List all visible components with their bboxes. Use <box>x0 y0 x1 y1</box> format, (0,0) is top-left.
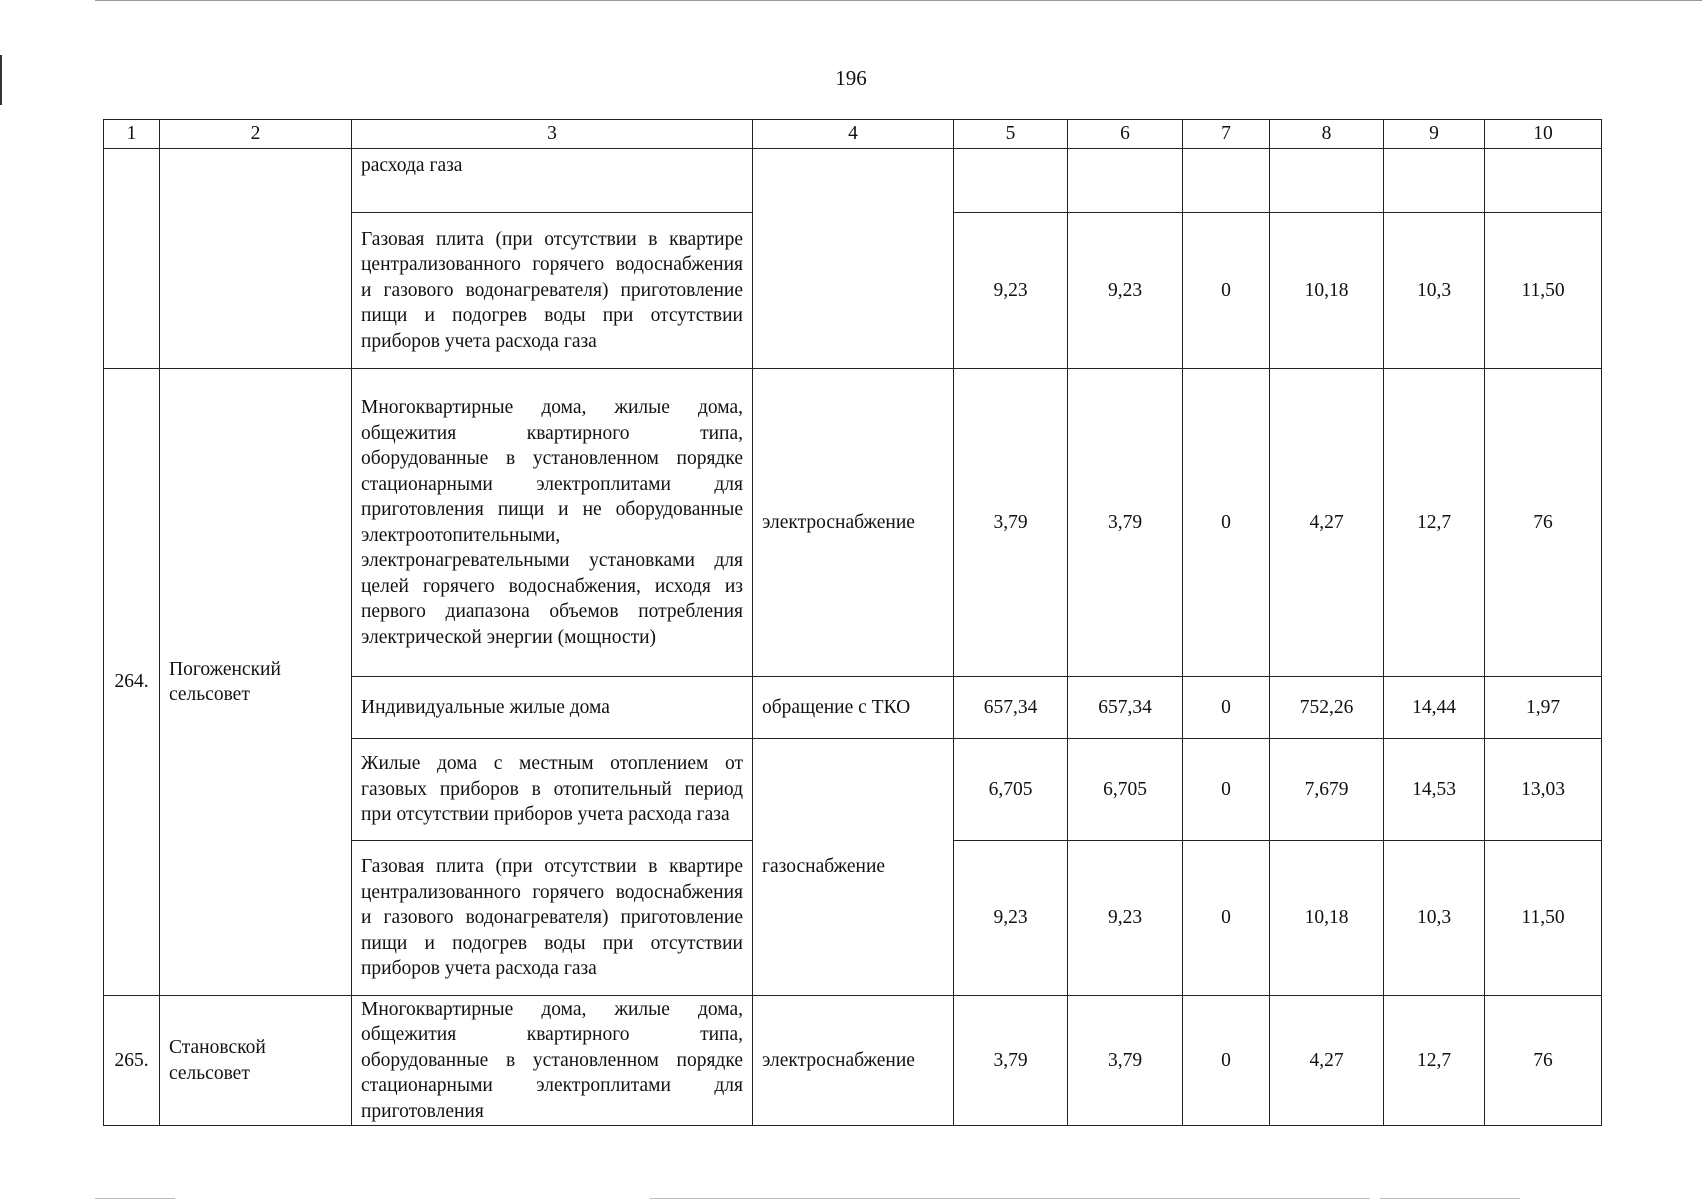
cell-value: 14,53 <box>1384 739 1485 841</box>
cell-value: 10,3 <box>1384 841 1485 996</box>
cell-value: 9,23 <box>1068 213 1183 369</box>
cell-value: 6,705 <box>954 739 1068 841</box>
cell-value: 76 <box>1485 996 1602 1126</box>
cell-value: 752,26 <box>1270 677 1384 739</box>
header-cell: 5 <box>954 120 1068 149</box>
header-cell: 6 <box>1068 120 1183 149</box>
cell-value: 10,18 <box>1270 841 1384 996</box>
cell-utility-empty <box>753 149 954 369</box>
cell-value: 9,23 <box>954 213 1068 369</box>
cell-value: 3,79 <box>1068 996 1183 1126</box>
cell-row-number: 264. <box>104 369 160 996</box>
cell-value: 7,679 <box>1270 739 1384 841</box>
header-cell: 9 <box>1384 120 1485 149</box>
cell-description: Газовая плита (при отсутствии в квартире централизованного горячего водоснабжения и газового водонагревателя) приготовление пищи и подогрев воды при отсутствии приборов учета расхода газа <box>352 841 753 996</box>
header-cell: 2 <box>160 120 352 149</box>
cell-number-empty <box>104 149 160 369</box>
cell-value: 11,50 <box>1485 213 1602 369</box>
cell-value: 1,97 <box>1485 677 1602 739</box>
cell-value: 0 <box>1183 213 1270 369</box>
header-cell: 3 <box>352 120 753 149</box>
cell-value: 3,79 <box>954 369 1068 677</box>
cell-value: 12,7 <box>1384 369 1485 677</box>
scan-artifact <box>1380 1198 1520 1199</box>
cell-value: 11,50 <box>1485 841 1602 996</box>
cell-value: 3,79 <box>1068 369 1183 677</box>
cell-value: 10,18 <box>1270 213 1384 369</box>
cell-value: 3,79 <box>954 996 1068 1126</box>
header-cell: 8 <box>1270 120 1384 149</box>
cell-value <box>1270 149 1384 213</box>
cell-value: 10,3 <box>1384 213 1485 369</box>
header-cell: 7 <box>1183 120 1270 149</box>
cell-settlement-name: Становской сельсовет <box>160 996 352 1126</box>
scan-artifact <box>95 1198 175 1199</box>
cell-utility: электроснабжение <box>753 996 954 1126</box>
cell-settlement-empty <box>160 149 352 369</box>
table-row <box>104 149 1602 213</box>
cell-value: 4,27 <box>1270 369 1384 677</box>
cell-description: расхода газа <box>352 149 753 213</box>
cell-value <box>1384 149 1485 213</box>
cell-value: 657,34 <box>1068 677 1183 739</box>
tariff-table <box>103 119 1602 1126</box>
cell-value <box>1485 149 1602 213</box>
cell-value: 9,23 <box>954 841 1068 996</box>
page-number: 196 <box>835 66 867 90</box>
cell-value: 12,7 <box>1384 996 1485 1126</box>
cell-row-number: 265. <box>104 996 160 1126</box>
cell-value: 657,34 <box>954 677 1068 739</box>
cell-value <box>1183 149 1270 213</box>
cell-description: Газовая плита (при отсутствии в квартире централизованного горячего водоснабжения и газового водонагревателя) приготовление пищи и подогрев воды при отсутствии приборов учета расхода газа <box>352 213 753 369</box>
cell-value: 13,03 <box>1485 739 1602 841</box>
cell-value: 14,44 <box>1384 677 1485 739</box>
cell-utility: газоснабжение <box>753 739 954 996</box>
header-cell: 4 <box>753 120 954 149</box>
header-row <box>104 120 1602 149</box>
scan-artifact <box>650 1198 1370 1199</box>
cell-value: 0 <box>1183 996 1270 1126</box>
cell-value <box>954 149 1068 213</box>
cell-value: 0 <box>1183 369 1270 677</box>
cell-description: Многоквартирные дома, жилые дома, общежития квартирного типа, оборудованные в установленном порядке стационарными электроплитами для приготовления пищи и не оборудованные электроотопительными, электронагревательными установками для целей горячего водоснабжения, исходя из первого диапазона объемов потребления электрической энергии (мощности) <box>352 369 753 677</box>
cell-description: Жилые дома с местным отоплением от газовых приборов в отопительный период при отсутствии приборов учета расхода газа <box>352 739 753 841</box>
cell-settlement-name: Погоженский сельсовет <box>160 369 352 996</box>
page-top-edge <box>95 0 1702 1</box>
cell-utility: электроснабжение <box>753 369 954 677</box>
cell-value: 4,27 <box>1270 996 1384 1126</box>
cell-value: 76 <box>1485 369 1602 677</box>
cell-utility: обращение с ТКО <box>753 677 954 739</box>
cell-value: 6,705 <box>1068 739 1183 841</box>
cell-description: Индивидуальные жилые дома <box>352 677 753 739</box>
cell-value: 9,23 <box>1068 841 1183 996</box>
header-cell: 1 <box>104 120 160 149</box>
cell-value: 0 <box>1183 739 1270 841</box>
cell-value: 0 <box>1183 841 1270 996</box>
cell-value <box>1068 149 1183 213</box>
cell-description: Многоквартирные дома, жилые дома, общежития квартирного типа, оборудованные в установленном порядке стационарными электроплитами для приготовления <box>352 996 753 1126</box>
table-row <box>104 996 1602 1126</box>
header-cell: 10 <box>1485 120 1602 149</box>
cell-value: 0 <box>1183 677 1270 739</box>
table-row <box>104 369 1602 677</box>
